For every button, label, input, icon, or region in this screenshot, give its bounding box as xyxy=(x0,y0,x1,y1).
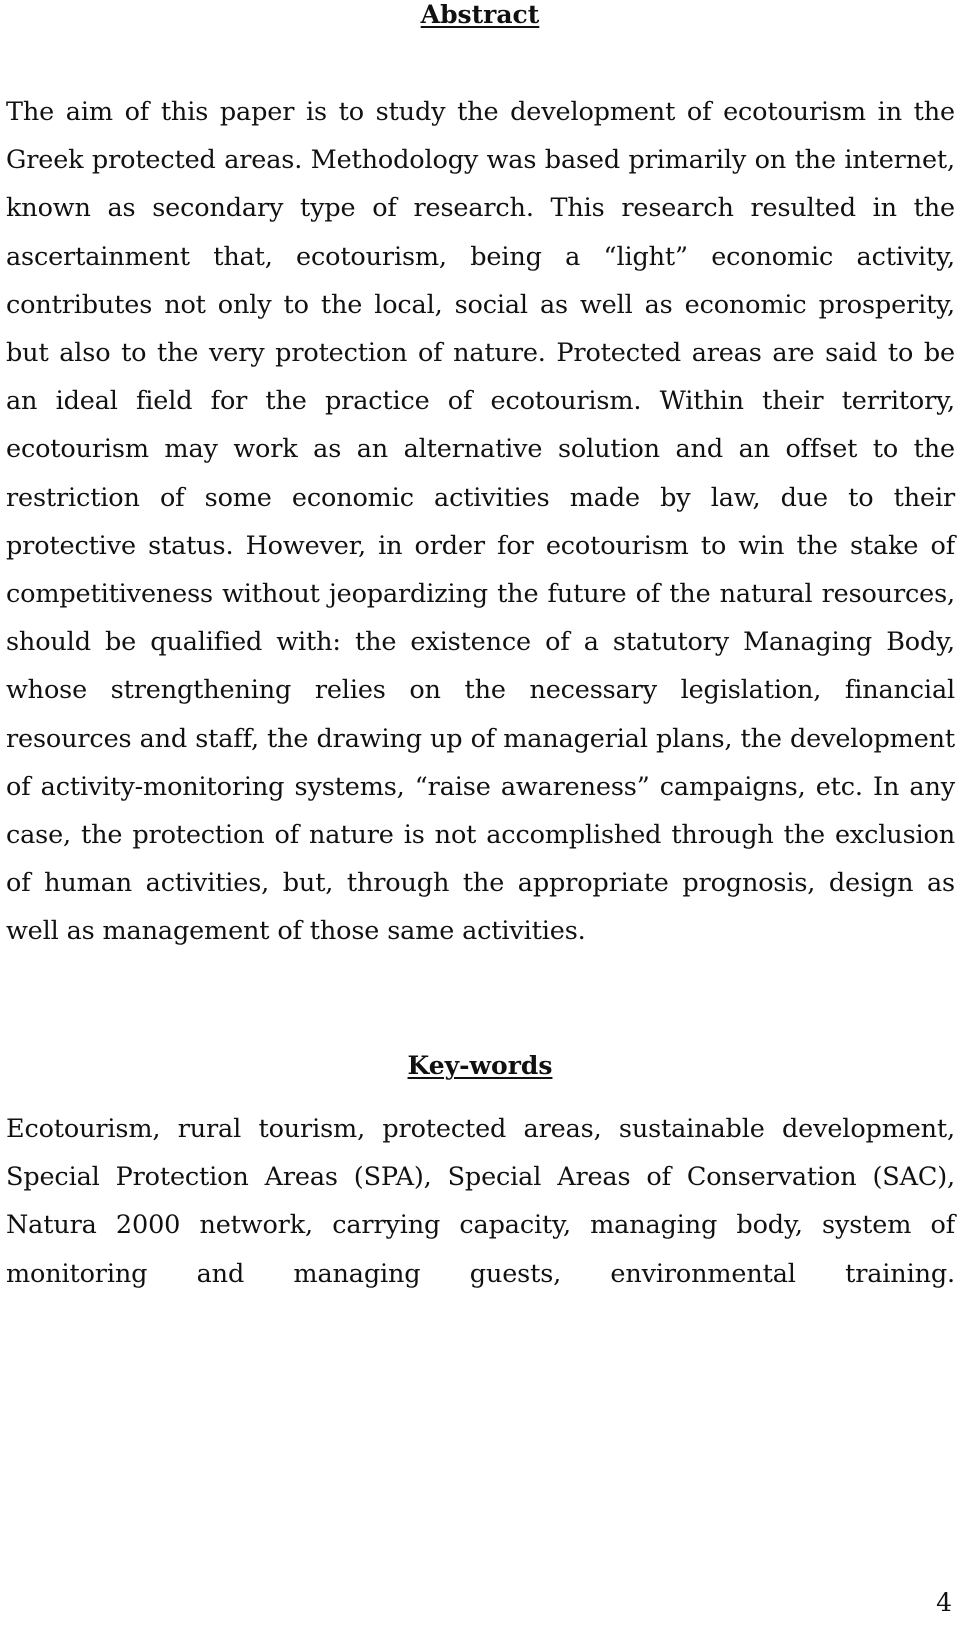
abstract-heading: Abstract xyxy=(420,0,540,29)
keywords-heading: Key-words xyxy=(407,1051,553,1080)
abstract-paragraph: The aim of this paper is to study the development of ecotourism in the Greek protected areas. Methodology was based primarily on the internet, known as secondary type of research. This research resulted in the ascertainment that, ecotourism, being a “light” economic activity, contributes not only to the local, social as well as economic prosperity, but also to the very protection of nature. Protected areas are said to be an ideal field for the practice of ecotourism. Within their territory, ecotourism may work as an alternative solution and an offset to the restriction of some economic activities made by law, due to their protective status. However, in order for ecotourism to win the stake of competitiveness without jeopardizing the future of the natural resources, should be qualified with: the existence of a statutory Managing Body, whose strengthening relies on the necessary legislation, financial resources and staff, the drawing up of managerial plans, the development of activity-monitoring systems, “raise awareness” campaigns, etc. In any case, the protection of nature is not accomplished through the exclusion of human activities, but, through the appropriate prognosis, design as well as management of those same activities. xyxy=(6,97,955,947)
page-number: 4 xyxy=(936,1588,952,1617)
keywords-paragraph: Ecotourism, rural tourism, protected areas, sustainable development, Special Protection Areas (SPA), Special Areas of Conservation (SAC), Natura 2000 network, carrying capacity, managing body, system of monitoring and managing guests, environmental training. xyxy=(6,1114,955,1289)
